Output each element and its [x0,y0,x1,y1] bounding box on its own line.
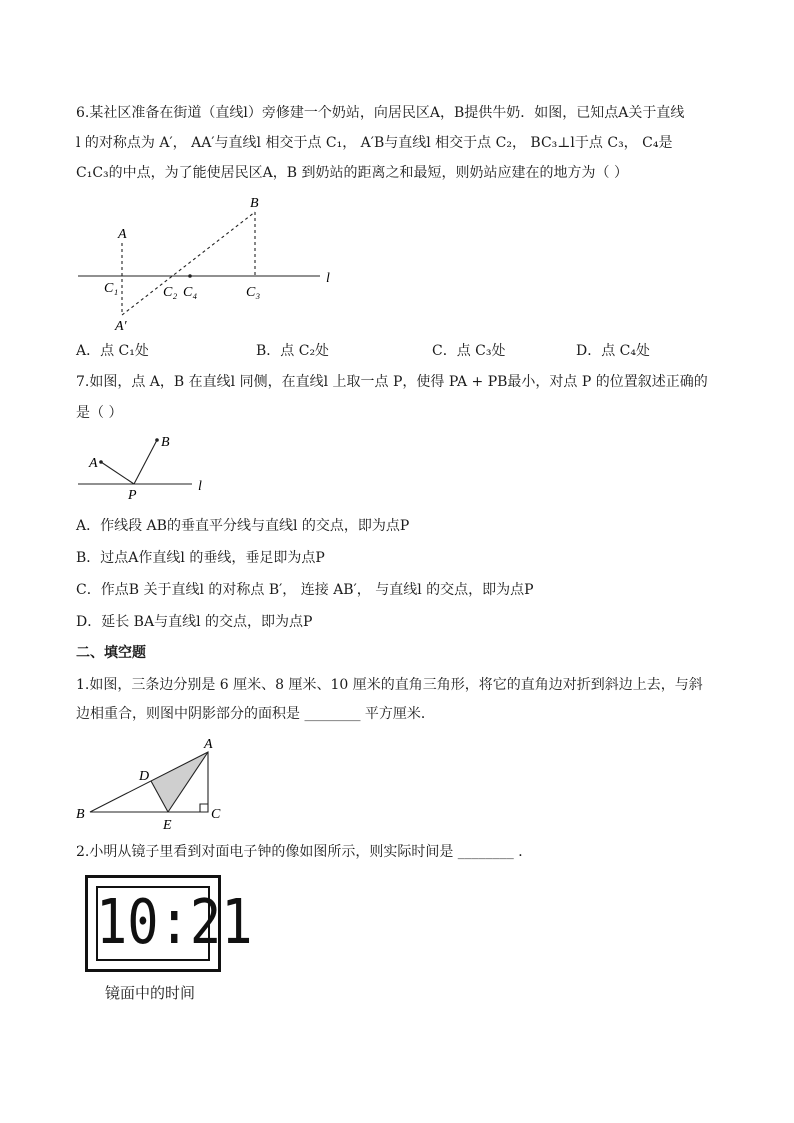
f1-label-E: E [163,818,172,833]
q7-label-B: B [161,435,170,450]
q6-text-line3: C₁C₃的中点，为了能使居民区A，B 到奶站的距离之和最短，则奶站应建在的地方为（ ） [76,165,628,181]
clock-caption: 镜面中的时间 [105,984,196,1002]
f1-label-B: B [76,807,85,822]
q6-label-A: A [118,227,127,242]
q6-label-C1: C₁ [104,281,119,296]
q7-option-a[interactable]: A．作线段 AB的垂直平分线与直线l 的交点，即为点P [76,518,410,534]
f2-text-line1: 2.小明从镜子里看到对面电子钟的像如图所示，则实际时间是 ________ ． [76,844,533,860]
f1-shaded-triangle [151,752,208,812]
f1-label-C: C [211,807,221,822]
f1-right-angle-mark [200,804,208,812]
q6-label-l: l [326,271,330,286]
q7-label-l: l [198,479,202,494]
q6-label-C2: C₂ [163,285,178,300]
clock-digits: 10:21 [96,887,253,959]
f1-text-line1: 1.如图，三条边分别是 6 厘米、8 厘米、10 厘米的直角三角形，将它的直角边对折到斜边上去，与斜 [76,677,703,693]
f1-label-D: D [139,769,150,784]
q7-option-b[interactable]: B．过点A作直线l 的垂线，垂足即为点P [76,550,325,566]
f1-text-line2: 边相重合，则图中阴影部分的面积是 ________ 平方厘米． [76,706,435,722]
q6-option-a[interactable]: A．点 C₁处 [76,343,149,359]
q6-option-b[interactable]: B．点 C₂处 [256,343,330,359]
q7-label-A: A [89,456,98,471]
mirror-clock [85,875,253,972]
q6-text-line1: 6.某社区准备在街道（直线l）旁修建一个奶站，向居民区A，B提供牛奶．如图，已知点A关于直线 [76,105,685,121]
q7-label-P: P [128,488,137,503]
q7-option-d[interactable]: D．延长 BA与直线l 的交点，即为点P [76,614,313,630]
q7-text-line2: 是（ ） [76,405,123,421]
q6-label-C4: C₄ [183,285,198,300]
section-title-fill-in: 二、填空题 [76,645,146,661]
q6-option-d[interactable]: D．点 C₄处 [576,343,650,359]
f1-label-A: A [204,737,213,752]
q6-label-A-prime: A′ [115,319,127,334]
q6-label-C3: C₃ [246,285,261,300]
q7-text-line1: 7.如图，点 A，B 在直线l 同侧，在直线l 上取一点 P，使得 PA + PB最小，对点 P 的位置叙述正确的 [76,374,708,390]
q6-text-line2: l 的对称点为 A′， AA′与直线l 相交于点 C₁， A′B与直线l 相交于点 C₂， BC₃⊥l于点 C₃， C₄是 [76,135,673,151]
q6-option-c[interactable]: C．点 C₃处 [432,343,506,359]
q7-option-c[interactable]: C．作点B 关于直线l 的对称点 B′， 连接 AB′， 与直线l 的交点，即为点P [76,582,534,598]
q6-label-B: B [250,196,259,211]
